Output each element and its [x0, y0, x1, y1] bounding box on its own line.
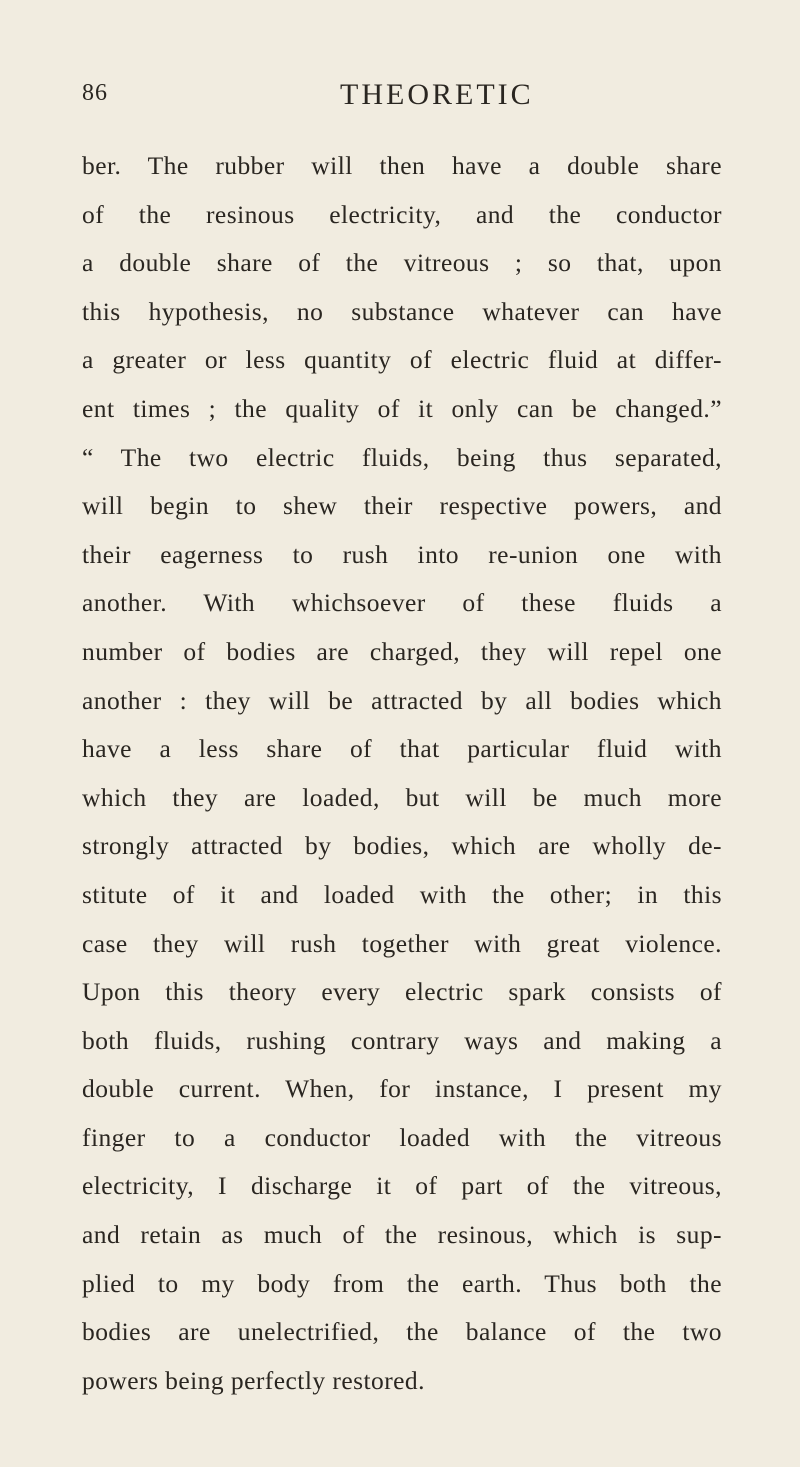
- text-line: number of bodies are charged, they will repel one: [82, 636, 722, 666]
- text-line: a double share of the vitreous ; so that, upon: [82, 248, 722, 278]
- text-line: Upon this theory every electric spark consists of: [82, 977, 722, 1007]
- text-line: powers being perfectly restored.: [82, 1365, 425, 1395]
- text-line: of the resinous electricity, and the conductor: [82, 199, 722, 229]
- text-line: double current. When, for instance, I present my: [82, 1074, 722, 1104]
- text-line: have a less share of that particular fluid with: [82, 734, 722, 764]
- text-line: bodies are unelectrified, the balance of the two: [82, 1317, 722, 1347]
- body-text: [82, 142, 722, 1405]
- text-line: and retain as much of the resinous, which is sup-: [82, 1220, 722, 1250]
- text-line: “ The two electric fluids, being thus separated,: [82, 442, 722, 472]
- text-line: ent times ; the quality of it only can be changed.”: [82, 393, 722, 423]
- text-line: this hypothesis, no substance whatever can have: [82, 296, 722, 326]
- text-line: another. With whichsoever of these fluids a: [82, 588, 722, 618]
- text-line: both fluids, rushing contrary ways and making a: [82, 1025, 722, 1055]
- text-line: will begin to shew their respective powers, and: [82, 491, 722, 521]
- text-line: a greater or less quantity of electric fluid at differ-: [82, 345, 722, 375]
- running-title: THEORETIC: [340, 78, 534, 111]
- text-line: strongly attracted by bodies, which are wholly de-: [82, 831, 722, 861]
- text-line: plied to my body from the earth. Thus both the: [82, 1268, 722, 1298]
- page-number: 86: [82, 80, 108, 106]
- text-line: another : they will be attracted by all bodies which: [82, 685, 722, 715]
- text-line: finger to a conductor loaded with the vitreous: [82, 1122, 722, 1152]
- text-line: stitute of it and loaded with the other; in this: [82, 879, 722, 909]
- text-line: electricity, I discharge it of part of the vitreous,: [82, 1171, 722, 1201]
- running-head: [82, 80, 722, 120]
- text-line: which they are loaded, but will be much more: [82, 782, 722, 812]
- text-line: their eagerness to rush into re-union one with: [82, 539, 722, 569]
- text-line: case they will rush together with great violence.: [82, 928, 722, 958]
- text-line: ber. The rubber will then have a double share: [82, 151, 722, 180]
